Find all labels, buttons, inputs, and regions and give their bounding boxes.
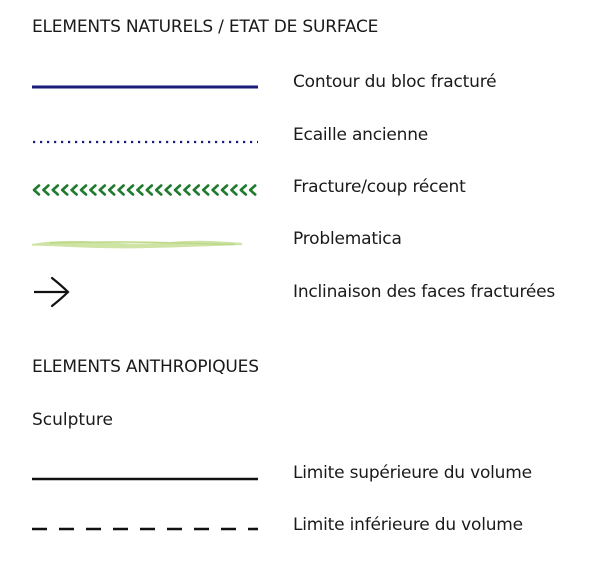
legend-item-limite-inferieure bbox=[0, 505, 600, 545]
chevron-mark bbox=[62, 186, 67, 195]
legend-item-contour bbox=[0, 62, 600, 102]
chevron-mark bbox=[53, 186, 58, 195]
chevron-mark bbox=[241, 186, 246, 195]
section-heading-anthropic: ELEMENTS ANTHROPIQUES bbox=[32, 357, 259, 377]
chevron-mark bbox=[43, 186, 48, 195]
chevron-mark bbox=[100, 186, 105, 195]
chevron-mark bbox=[147, 186, 152, 195]
chevron-mark bbox=[175, 186, 180, 195]
chevron-line-symbol bbox=[30, 167, 262, 207]
legend-item-label: Problematica bbox=[293, 229, 402, 249]
chevron-mark bbox=[119, 186, 124, 195]
chevron-mark bbox=[231, 186, 236, 195]
chevron-mark bbox=[72, 186, 77, 195]
section-heading-natural: ELEMENTS NATURELS / ETAT DE SURFACE bbox=[32, 17, 379, 37]
legend-item-label: Limite supérieure du volume bbox=[293, 463, 532, 483]
chevron-mark bbox=[222, 186, 227, 195]
solid-line-symbol bbox=[30, 453, 262, 493]
legend-item-inclinaison bbox=[0, 272, 600, 312]
chevron-mark bbox=[128, 186, 133, 195]
dotted-line-symbol bbox=[30, 115, 262, 155]
legend-item-label: Limite inférieure du volume bbox=[293, 515, 523, 535]
chevron-mark bbox=[81, 186, 86, 195]
chevron-mark bbox=[137, 186, 142, 195]
chevron-mark bbox=[203, 186, 208, 195]
legend-item-label: Ecaille ancienne bbox=[293, 125, 429, 145]
chevron-mark bbox=[194, 186, 199, 195]
chevron-mark bbox=[90, 186, 95, 195]
legend-item-label: Fracture/coup récent bbox=[293, 177, 466, 197]
legend-item-problematica bbox=[0, 219, 600, 259]
arrow-icon bbox=[30, 272, 262, 312]
dashed-line-symbol bbox=[30, 505, 262, 545]
legend-item-label: Contour du bloc fracturé bbox=[293, 72, 497, 92]
chevron-mark bbox=[109, 186, 114, 195]
chevron-mark bbox=[156, 186, 161, 195]
legend-item-ecaille bbox=[0, 115, 600, 155]
chevron-mark bbox=[184, 186, 189, 195]
legend-item-label: Inclinaison des faces fracturées bbox=[293, 282, 556, 302]
chevron-mark bbox=[34, 186, 39, 195]
legend-item-fracture bbox=[0, 167, 600, 207]
legend-item-limite-superieure bbox=[0, 453, 600, 493]
subsection-heading-sculpture: Sculpture bbox=[32, 410, 113, 430]
brush-line-symbol bbox=[30, 219, 262, 259]
chevron-mark bbox=[166, 186, 171, 195]
chevron-mark bbox=[250, 186, 255, 195]
solid-line-symbol bbox=[30, 62, 262, 102]
chevron-mark bbox=[213, 186, 218, 195]
